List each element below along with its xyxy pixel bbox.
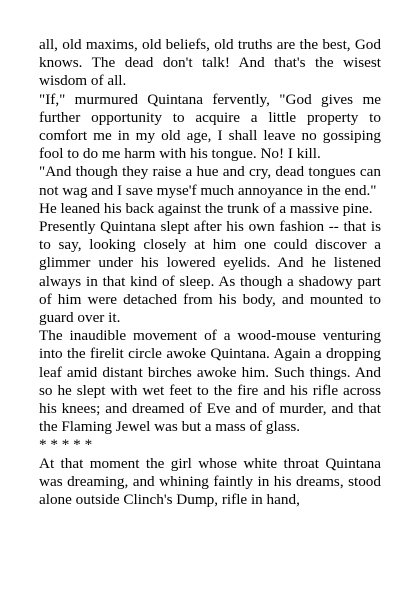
- paragraph-6: The inaudible movement of a wood-mouse venturing into the firelit circle awoke Quintana. Again a dropping leaf amid distant birches awoke him. Such things. And so he slept with wet feet to the fire and his rifle across his knees; and dreamed of Eve and of murder, and that the Flaming Jewel was but a mass of glass.: [39, 327, 381, 436]
- paragraph-5: Presently Quintana slept after his own fashion -- that is to say, looking closely at him one could discover a glimmer under his lowered eyelids. And he listened always in that kind of sleep. As though a shadowy part of him were detached from his body, and mounted to guard over it.: [39, 218, 381, 327]
- document-page: [39, 36, 381, 509]
- closing-paragraph: At that moment the girl whose white throat Quintana was dreaming, and whining faintly in his dreams, stood alone outside Clinch's Dump, rifle in hand,: [39, 454, 381, 509]
- section-separator: * * * * *: [39, 436, 93, 454]
- paragraph-1: all, old maxims, old beliefs, old truths are the best, God knows. The dead don't talk! And that's the wisest wisdom of all.: [39, 36, 381, 90]
- paragraph-2: "If," murmured Quintana fervently, "God gives me further opportunity to acquire a little property to comfort me in my old age, I shall leave no gossiping fool to do me harm with his tongue. No! I kill.: [39, 90, 381, 163]
- paragraph-4: He leaned his back against the trunk of a massive pine.: [39, 199, 373, 217]
- paragraph-3: "And though they raise a hue and cry, dead tongues can not wag and I save myse'f much annoyance in the end.": [39, 163, 381, 199]
